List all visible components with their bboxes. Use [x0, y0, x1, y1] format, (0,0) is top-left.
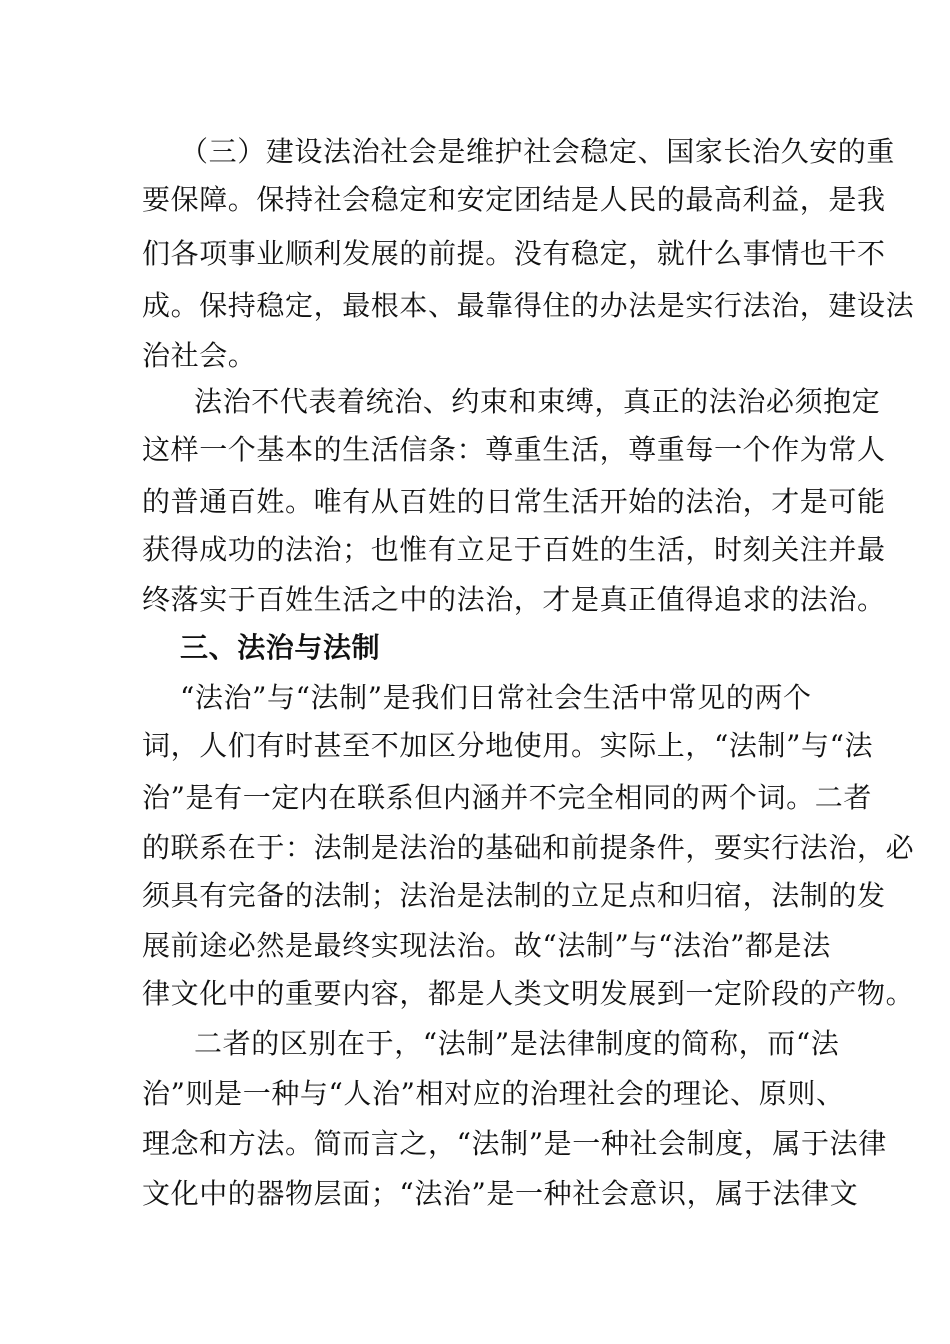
- paragraph-3-line-7: 律文化中的重要内容，都是人类文明发展到一定阶段的产物。: [142, 977, 915, 1010]
- paragraph-2-line-4: 获得成功的法治；也惟有立足于百姓的生活，时刻关注并最: [142, 533, 886, 566]
- paragraph-1-line-3: 们各项事业顺利发展的前提。没有稳定，就什么事情也干不: [142, 237, 886, 270]
- paragraph-3-line-5: 须具有完备的法制；法治是法制的立足点和归宿，法制的发: [142, 879, 886, 912]
- paragraph-1-line-2: 要保障。保持社会稳定和安定团结是人民的最高利益，是我: [142, 183, 886, 216]
- paragraph-2-line-2: 这样一个基本的生活信条：尊重生活，尊重每一个作为常人: [142, 433, 886, 466]
- paragraph-3-line-2: 词，人们有时甚至不加区分地使用。实际上，“法制”与“法: [142, 729, 874, 762]
- paragraph-4-line-2: 治”则是一种与“人治”相对应的治理社会的理论、原则、: [142, 1077, 845, 1110]
- paragraph-2-line-3: 的普通百姓。唯有从百姓的日常生活开始的法治，才是可能: [142, 485, 886, 518]
- section-heading: 三、法治与法制: [180, 631, 381, 664]
- paragraph-3-line-3: 治”是有一定内在联系但内涵并不完全相同的两个词。二者: [142, 781, 872, 814]
- paragraph-2-line-5: 终落实于百姓生活之中的法治，才是真正值得追求的法治。: [142, 583, 886, 616]
- paragraph-3-line-4: 的联系在于：法制是法治的基础和前提条件，要实行法治，必: [142, 831, 915, 864]
- paragraph-4-line-1: 二者的区别在于，“法制”是法律制度的简称，而“法: [194, 1027, 840, 1060]
- paragraph-3-line-6: 展前途必然是最终实现法治。故“法制”与“法治”都是法: [142, 929, 831, 962]
- paragraph-4-line-4: 文化中的器物层面；“法治”是一种社会意识，属于法律文: [142, 1177, 859, 1210]
- paragraph-4-line-3: 理念和方法。简而言之，“法制”是一种社会制度，属于法律: [142, 1127, 887, 1160]
- paragraph-1-line-5: 治社会。: [142, 339, 257, 372]
- paragraph-1-line-1: （三）建设法治社会是维护社会稳定、国家长治久安的重: [180, 135, 896, 168]
- paragraph-1-line-4: 成。保持稳定，最根本、最靠得住的办法是实行法治，建设法: [142, 289, 915, 322]
- paragraph-3-line-1: “法治”与“法制”是我们日常社会生活中常见的两个: [180, 681, 812, 714]
- paragraph-2-line-1: 法治不代表着统治、约束和束缚，真正的法治必须抱定: [194, 385, 881, 418]
